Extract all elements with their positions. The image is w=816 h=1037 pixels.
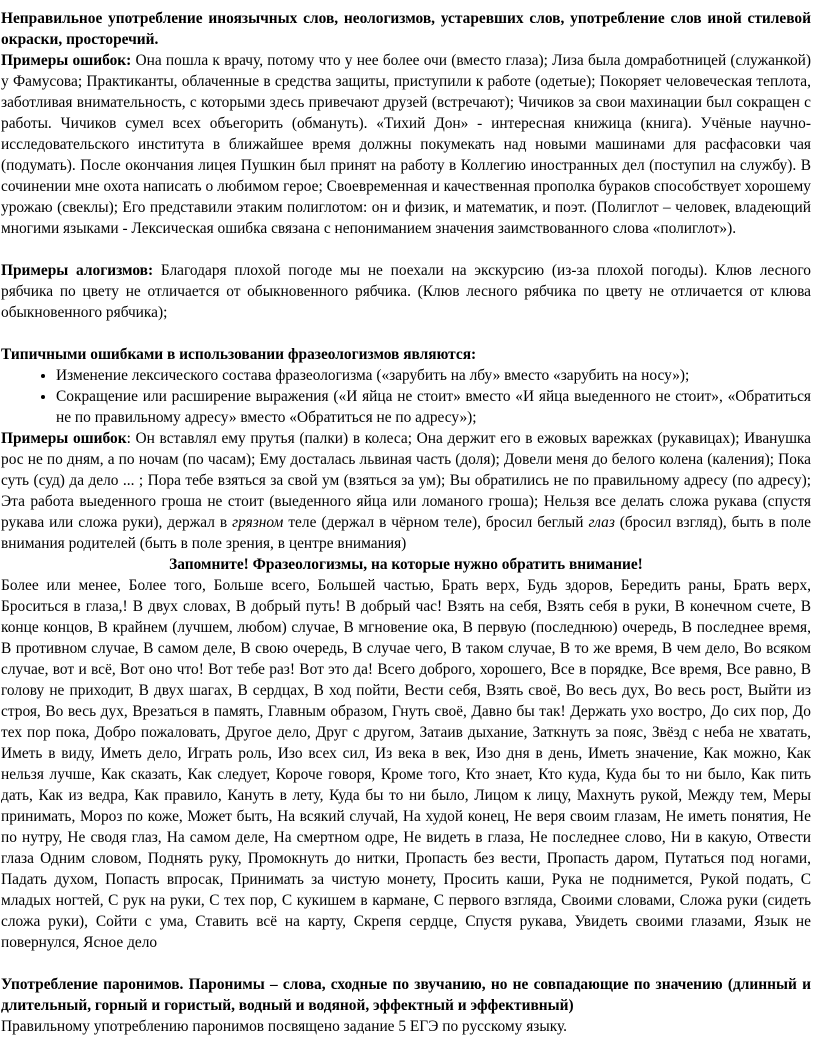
paronyms-title: Употребление паронимов. Паронимы (1, 976, 265, 993)
neologisms-examples-text: Она пошла к врачу, потому что у нее более очи (вместо глаза); Лиза была домработницей (служанкой) у Фамусова; Практиканты, облаченные в средства защиты, приступили к работе (одетые); Покоряет человеческая теплота, заботливая внимательность, с которыми здесь привечают друзей (встречают); Чичиков за свои махинации был сокращен с работы. Чичиков сумел всех объегорить (обмануть). «Тихий Дон» - интересная книжица (книга). Учёные научно-исследовательского института в ближайшее время должны покумекать над новыми машинами для расфасовки чая (подумать). После окончания лицея Пушкин был принят на работу в Коллегию иностранных дел (поступил на службу). В сочинении мне охота написать о любимом герое; Своевременная и качественная прополка бураков способствует хорошему урожаю (свеклы); Его представили этаким полиглотом: он и физик, и математик, и поэт. (Полиглот – человек, владеющий многими языками - Лексическая ошибка связана с непониманием значения заимствованного слова «полиглот»). (1, 52, 811, 237)
remember-title-paragraph (1, 554, 811, 575)
neologisms-examples-label: Примеры ошибок: (1, 52, 132, 69)
phraseology-examples-label: Примеры ошибок (1, 430, 127, 447)
phraseology-title: Типичными ошибками в использовании фразеологизмов являются: (1, 346, 477, 363)
neologisms-title: Неправильное употребление иноязычных слов, неологизмов, устаревших слов, употребление слов иной стилевой окраски, просторечий. (1, 10, 811, 48)
phraseology-italic-1: грязном (232, 514, 284, 531)
neologisms-paragraph (1, 8, 811, 239)
spacer (1, 323, 811, 344)
paronyms-note: Правильному употреблению паронимов посвящено задание 5 ЕГЭ по русскому языку. (1, 1018, 567, 1035)
phraseology-examples-text-3: (бросил взгляд), быть в поле внимания родителей (быть в поле зрения, в центре внимания) (1, 514, 811, 552)
phraseology-examples-text-1: : Он вставлял ему прутья (палки) в колеса; Она держит его в ежовых варежках (рукавицах); Иванушка рос не по дням, а по ночам (по часам); Ему досталась львиная часть (доля); Довели меня до белого колена (каления); Пока суть (суд) да дело ... ; Пора тебе взяться за свой ум (взяться за ум); Вы обратились не по правильному адресу (по адресу); Эта работа выеденного гроша не стоит (выеденного яйца или ломаного гроша); Нельзя все делать сложа рукава (спустя рукава или сложа руки), держал в (1, 430, 812, 531)
remember-title: Запомните! Фразеологизмы, на которые нужно обратить внимание! (169, 556, 643, 573)
phraseology-title-paragraph (1, 344, 811, 365)
phraseology-examples-text-2: теле (держал в чёрном теле), бросил беглый (283, 514, 589, 531)
phraseology-italic-2: глаз (588, 514, 615, 531)
alogisms-paragraph (1, 260, 811, 323)
alogisms-text: Благодаря плохой погоде мы не поехали на экскурсию (из-за плохой погоды). Клюв лесного рябчика по цвету не отличается от обыкновенного рябчика. (Клюв лесного рябчика по цвету не отличается от клюва обыкновенного рябчика); (1, 262, 811, 321)
list-item: • Сокращение или расширение выражения («И яйца не стоит» вместо «И яйца выеденного не стоит», «Обратиться не по правильному адресу» вместо «Обратиться не по адресу»); (56, 386, 811, 428)
spacer (1, 239, 811, 260)
phraseology-examples-paragraph (1, 428, 811, 554)
spacer (1, 953, 811, 974)
remember-list-paragraph: Более или менее, Более того, Больше всего, Большей частью, Брать верх, Будь здоров, Бередить раны, Брать верх, Броситься в глаза,! В двух словах, В добрый путь! В добрый час! Взять на себя, Взять себя в руки, В конечном счете, В конце концов, В крайнем (лучшем, любом) случае, В мгновение ока, В первую (последнюю) очередь, В последнее время, В противном случае, В самом деле, В свою очередь, В случае чего, В таком случае, В то же время, В чем дело, Во всяком случае, вот и всё, Вот оно что! Вот тебе раз! Вот это да! Всего доброго, хорошего, Все в порядке, Все время, Все равно, В голову не приходит, В двух шагах, В сердцах, В ход пойти, Вести себя, Взять своё, Во весь дух, Во весь рост, Выйти из строя, Во весь дух, Врезаться в память, Главным образом, Гнуть своё, Давно бы так! Держать ухо востро, До сих пор, До тех пор пока, Добро пожаловать, Другое дело, Друг с другом, Затаив дыхание, Заткнуть за пояс, Звёзд с неба не хватать, Иметь в виду, Иметь дело, Играть роль, Изо всех сил, Из века в век, Изо дня в день, Иметь значение, Как можно, Как нельзя лучше, Как сказать, Как следует, Короче говоря, Кроме того, Кто знает, Кто куда, Куда бы то ни было, Как пить дать, Как из ведра, Как правило, Кануть в лету, Куда бы то ни было, Лицом к лицу, Махнуть рукой, Между тем, Меры принимать, Мороз по коже, Может быть, На всякий случай, На худой конец, Не веря своим глазам, Не иметь понятия, Не по нутру, Не сводя глаз, На самом деле, На смертном одре, Не видеть в глаза, Не последнее слово, Ни в какую, Отвести глаза Одним словом, Поднять руку, Промокнуть до нитки, Пропасть без вести, Пропасть даром, Путаться под ногами, Падать духом, Попасть впросак, Принимать за чистую монету, Просить каши, Рука не поднимется, Рукой подать, С младых ногтей, С рук на руки, С тех пор, С кукишем в кармане, С первого взгляда, Своими словами, Сложа руки (сидеть сложа руки), Сойти с ума, Ставить всё на карту, Скрепя сердце, Спустя рукава, Увидеть своими глазами, Язык не повернулся, Ясное дело (1, 577, 811, 951)
paronyms-title-rest: – слова, сходные по звучанию, но не совпадающие по значению (длинный и длительный, горный и гористый, водный и водяной, эффектный и эффективный) (1, 976, 812, 1014)
phraseology-error-list (1, 365, 811, 428)
list-item: • Изменение лексического состава фразеологизма («зарубить на лбу» вместо «зарубить на носу»); (56, 365, 811, 386)
alogisms-label: Примеры алогизмов: (1, 262, 154, 279)
paronyms-paragraph (1, 974, 811, 1037)
